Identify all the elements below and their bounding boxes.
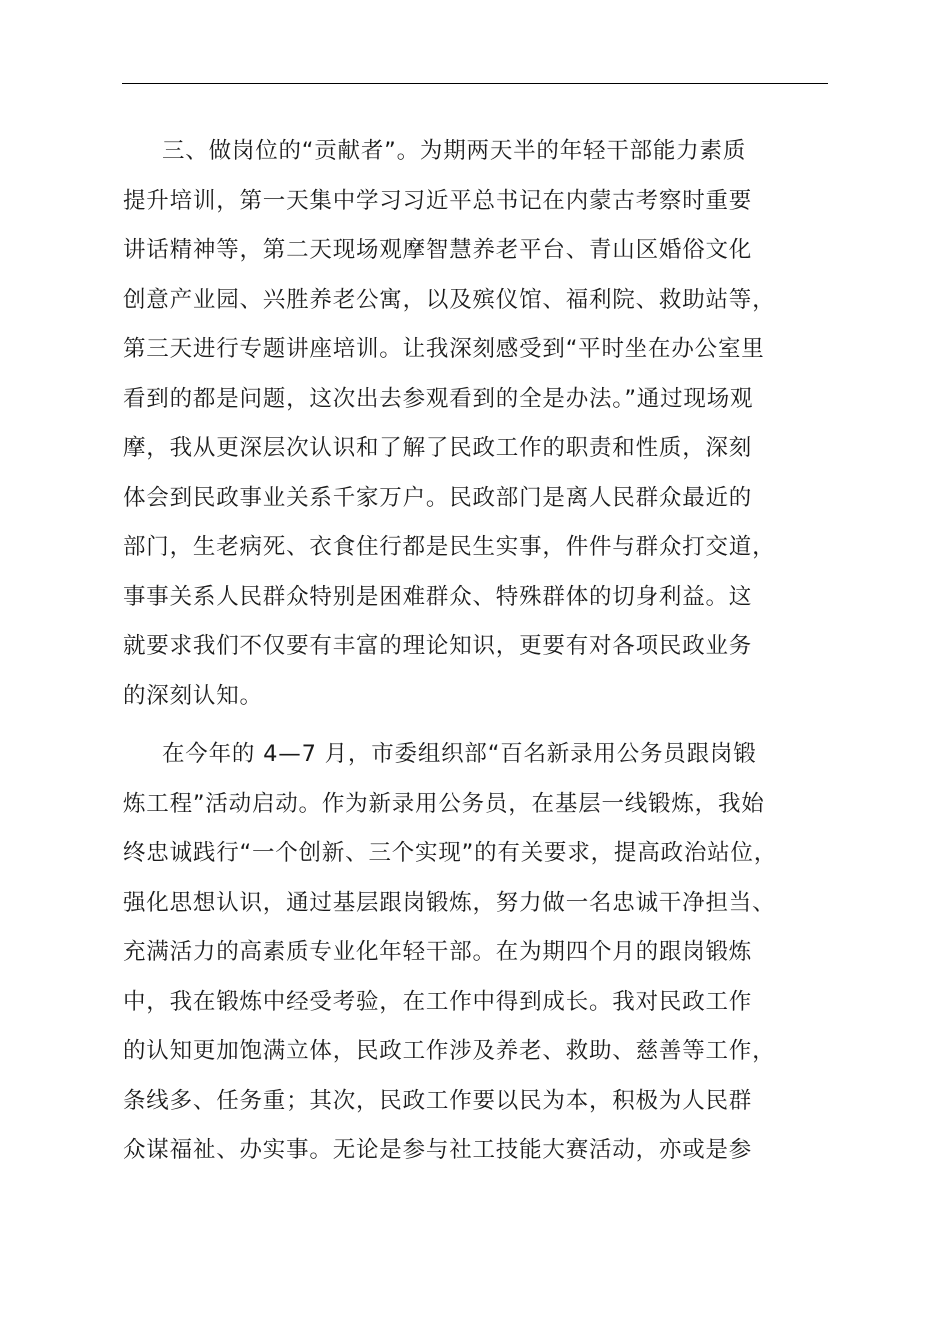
- text-line: 摩，我从更深层次认识和了解了民政工作的职责和性质，深刻: [123, 435, 753, 461]
- paragraph-2: [123, 730, 853, 1176]
- text-line: 部门，生老病死、衣食住行都是民生实事，件件与群众打交道，: [123, 534, 776, 560]
- text-line: 的深刻认知。: [123, 682, 263, 709]
- text-line: 终忠诚践行“一个创新、三个实现”的有关要求，提高政治站位，: [123, 840, 778, 866]
- text-line: 看到的都是问题，这次出去参观看到的全是办法。”通过现场观: [123, 385, 754, 412]
- text-line: 事事关系人民群众特别是困难群众、特殊群体的切身利益。这: [123, 583, 753, 610]
- text-line: 众谋福祉、办实事。无论是参与社工技能大赛活动，亦或是参: [123, 1137, 753, 1163]
- text-line: 第三天进行专题讲座培训。让我深刻感受到“平时坐在办公室里: [123, 336, 765, 362]
- text-line: 在今年的 4—7 月，市委组织部“百名新录用公务员跟岗锻: [162, 741, 757, 767]
- text-line: 炼工程”活动启动。作为新录用公务员，在基层一线锻炼，我始: [123, 790, 765, 817]
- text-line: 强化思想认识，通过基层跟岗锻炼，努力做一名忠诚干净担当、: [123, 889, 776, 916]
- text-line: 三、做岗位的“贡献者”。为期两天半的年轻干部能力素质: [162, 138, 747, 164]
- text-line: 充满活力的高素质专业化年轻干部。在为期四个月的跟岗锻炼: [123, 939, 753, 965]
- document-body: [123, 127, 853, 1176]
- text-line: 的认知更加饱满立体，民政工作涉及养老、救助、慈善等工作，: [123, 1038, 776, 1064]
- text-line: 中，我在锻炼中经受考验，在工作中得到成长。我对民政工作: [123, 988, 753, 1015]
- text-line: 体会到民政事业关系千家万户。民政部门是离人民群众最近的: [123, 484, 753, 511]
- paragraph-1: [123, 127, 853, 721]
- text-line: 讲话精神等，第二天现场观摩智慧养老平台、青山区婚俗文化: [123, 237, 753, 263]
- text-line: 提升培训，第一天集中学习习近平总书记在内蒙古考察时重要: [123, 187, 753, 214]
- text-line: 条线多、任务重；其次，民政工作要以民为本，积极为人民群: [123, 1087, 753, 1114]
- text-line: 创意产业园、兴胜养老公寓，以及殡仪馆、福利院、救助站等，: [123, 286, 776, 313]
- text-line: 就要求我们不仅要有丰富的理论知识，更要有对各项民政业务: [123, 633, 753, 659]
- header-rule: [122, 83, 828, 84]
